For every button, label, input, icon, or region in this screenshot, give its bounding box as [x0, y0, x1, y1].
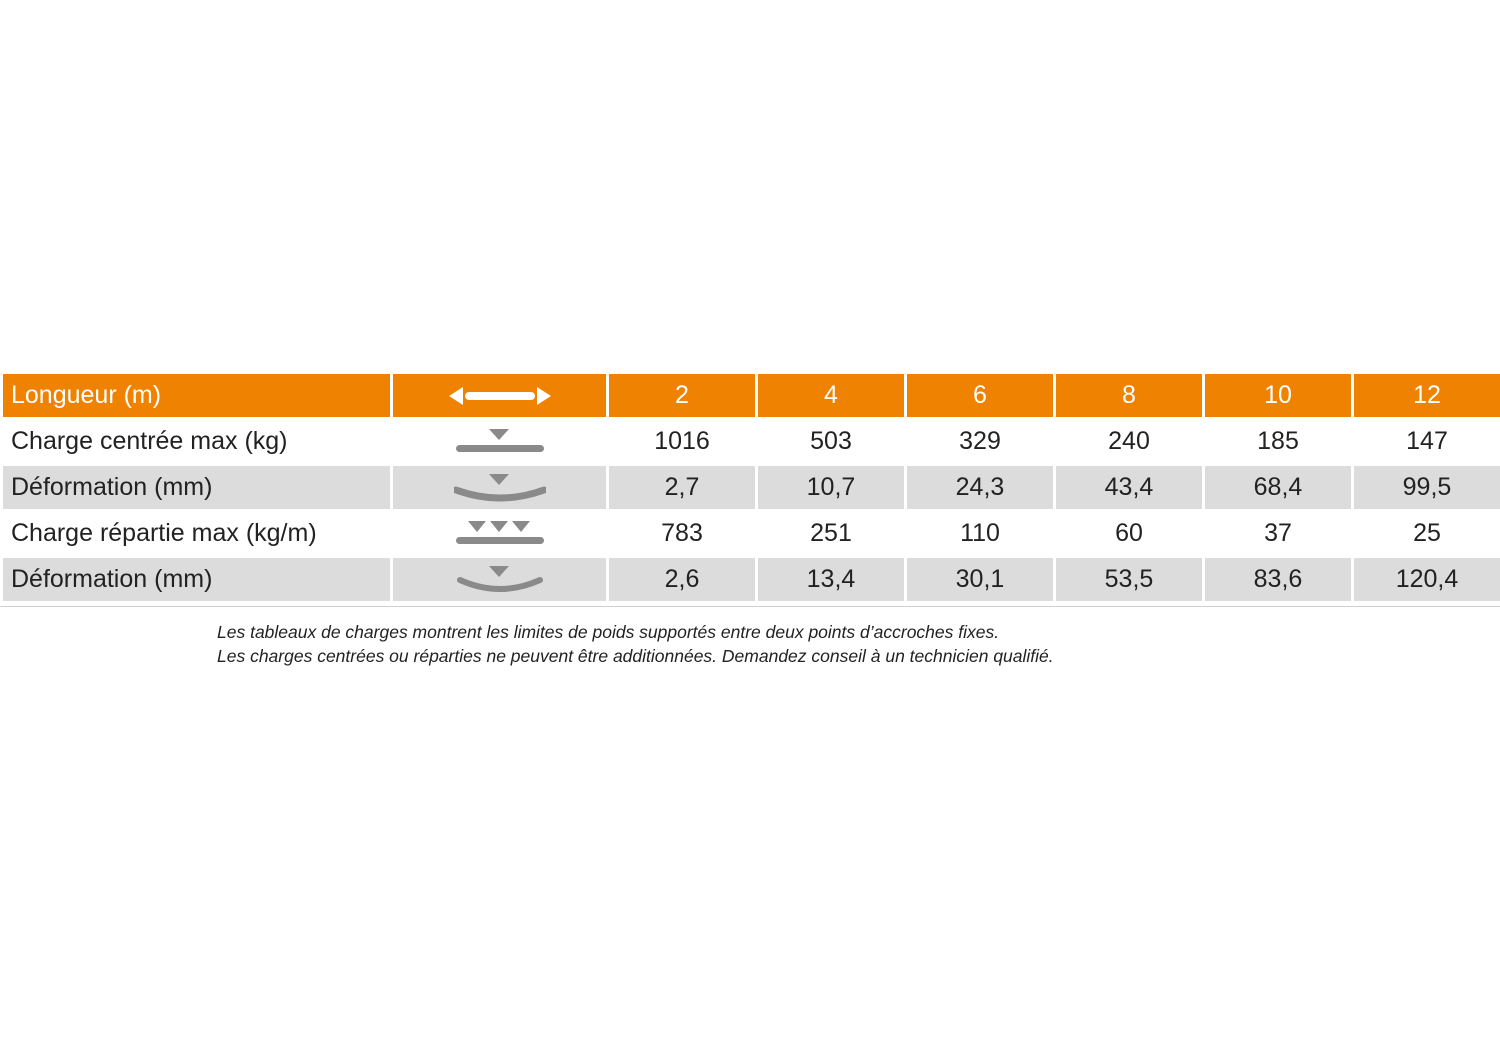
table-row	[3, 466, 1500, 509]
table-cell: 10,7	[758, 466, 904, 509]
row-label: Charge centrée max (kg)	[3, 420, 390, 463]
table-row	[3, 512, 1500, 555]
table-header-row	[3, 374, 1500, 417]
distributed-load-deflection-icon	[454, 564, 546, 596]
table-cell: 43,4	[1056, 466, 1202, 509]
distributed-load-icon	[454, 519, 546, 549]
table-cell: 240	[1056, 420, 1202, 463]
table-cell: 13,4	[758, 558, 904, 601]
table-cell: 30,1	[907, 558, 1053, 601]
table-cell: 503	[758, 420, 904, 463]
table-cell: 60	[1056, 512, 1202, 555]
header-length-6: 6	[907, 374, 1053, 417]
centered-load-icon	[454, 427, 546, 457]
row-label: Charge répartie max (kg/m)	[3, 512, 390, 555]
footnote-line-1: Les tableaux de charges montrent les limites de poids supportés entre deux points d’accroches fixes.	[217, 622, 1000, 642]
footnote-line-2: Les charges centrées ou réparties ne peuvent être additionnées. Demandez conseil à un technicien qualifié.	[217, 646, 1054, 666]
table-cell: 329	[907, 420, 1053, 463]
table-cell: 110	[907, 512, 1053, 555]
table-cell: 99,5	[1354, 466, 1500, 509]
row-label: Déformation (mm)	[3, 466, 390, 509]
table-cell: 783	[609, 512, 755, 555]
table-cell: 68,4	[1205, 466, 1351, 509]
header-length-2: 2	[609, 374, 755, 417]
row-label: Déformation (mm)	[3, 558, 390, 601]
table-cell: 83,6	[1205, 558, 1351, 601]
header-length-4: 4	[758, 374, 904, 417]
header-length-10: 10	[1205, 374, 1351, 417]
header-length-8: 8	[1056, 374, 1202, 417]
table-cell: 37	[1205, 512, 1351, 555]
table-cell: 185	[1205, 420, 1351, 463]
table-cell: 120,4	[1354, 558, 1500, 601]
table-cell: 251	[758, 512, 904, 555]
footnote	[217, 620, 1417, 668]
table-cell: 53,5	[1056, 558, 1202, 601]
table-row	[3, 420, 1500, 463]
table-cell: 147	[1354, 420, 1500, 463]
table-cell: 1016	[609, 420, 755, 463]
table-bottom-divider	[0, 606, 1500, 607]
centered-load-deflection-icon	[454, 472, 546, 504]
length-double-arrow-icon	[449, 385, 551, 407]
table-cell: 25	[1354, 512, 1500, 555]
table-row	[3, 558, 1500, 601]
table-cell: 2,6	[609, 558, 755, 601]
header-label: Longueur (m)	[3, 374, 390, 417]
table-cell: 2,7	[609, 466, 755, 509]
load-table	[0, 371, 1500, 604]
table-cell: 24,3	[907, 466, 1053, 509]
header-length-12: 12	[1354, 374, 1500, 417]
